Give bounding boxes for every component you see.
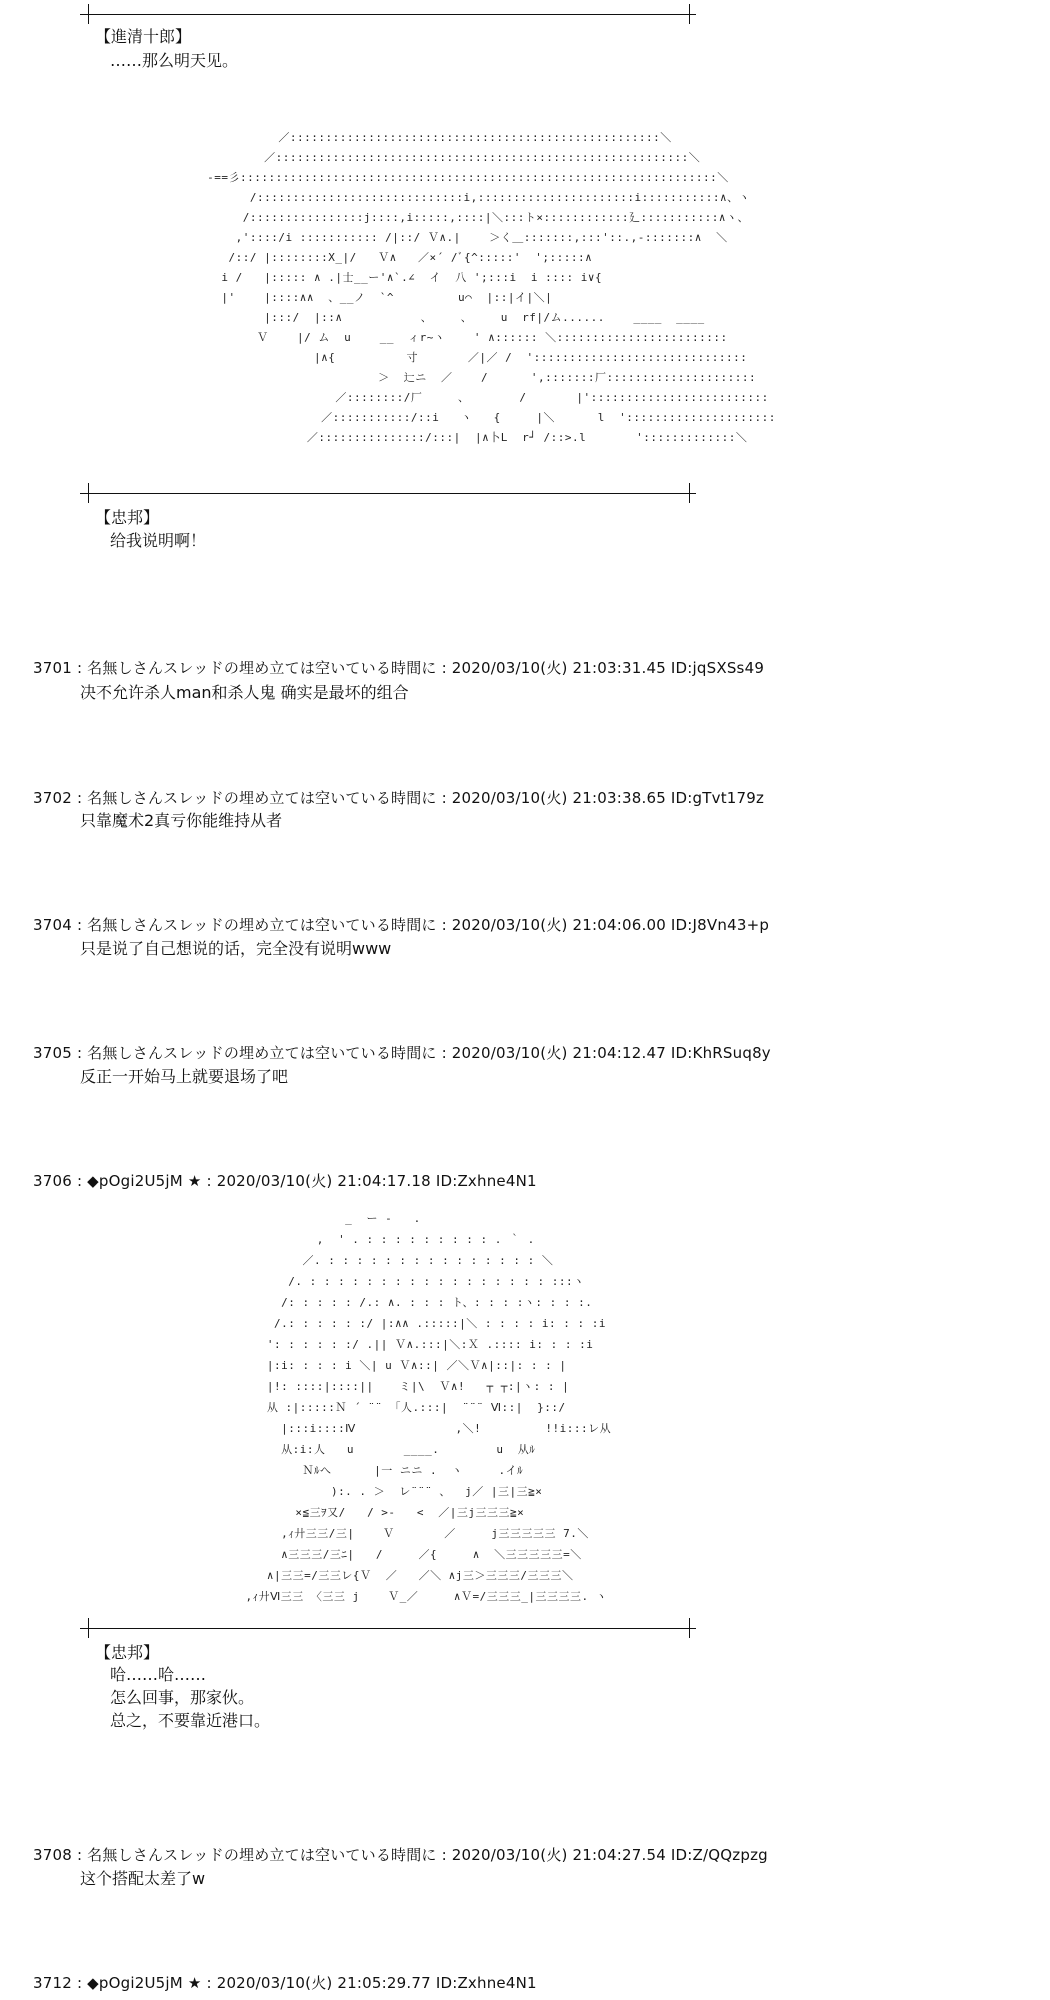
- speaker-label: 【忠邦】: [95, 508, 160, 527]
- post-header: 3702 : 名無しさんスレッドの埋め立ては空いている時間に : 2020/03/10(火) 21:03:38.65 ID:gTvt179z: [33, 789, 765, 807]
- post-body: 决不允许杀人man和杀人鬼 确实是最坏的组合: [80, 683, 409, 702]
- dialogue-line: 总之，不要靠近港口。: [110, 1711, 271, 1730]
- ascii-art-scene1: ／::::::::::::::::::::::::::::::::::::::::::::::::::::＼ ／::::::::::::::::::::::::::::::::::::::::::::::::::::::::::＼ -==彡:::::::::::::::::::::::::::::::::::::::::::::::::::::::::::::::::::＼ /:::::::::::::::::::::::::::::i,::::::::::::::::::::::i:::::::::::∧、ヽ /::::::::::::::::j::::,i:::::,::::|＼:::ト×::::::::::::廴:::::::::::∧ヽ、 ,'::::/i ::::::::::: /|::/ Ｖ∧.| ＞く＿:::::::,:::'::.,-:::::::∧ ＼ /::/ |::::::::X_|/ Ｖ∧ ／×´ /ﾞ{^:::::' ';:::::∧ i / |::::: ∧ .|士__ー'∧`.∠ イ 八 ';:::i i :::: i∨{ |' |::::∧∧ 、__ノ `^ u⌒ |::|イ|＼| |:::/ |::∧ 、 、 u rf|/ム...... ____ ____ Ｖ |/ ム u __ ィr~ヽ ' ∧:::::: ＼:::::::::::::::::::::::: |∧{ 寸 ／|／ / ':::::::::::::::::::::::::::::: ＞ 辷ニ ／ / ',:::::::厂::::::::::::::::::::: ／::::::::/厂 、 / |'::::::::::::::::::::::::: ／:::::::::::/::i ヽ { |＼ l '::::::::::::::::::::: ／:::::::::::::::/:::| |∧卜L r┘ /::>.l ':::::::::::::＼: [207, 131, 776, 444]
- speaker-label: 【忠邦】: [95, 1643, 160, 1662]
- speaker-label: 【進清十郎】: [95, 27, 192, 46]
- post-header: 3708 : 名無しさんスレッドの埋め立ては空いている時間に : 2020/03/10(火) 21:04:27.54 ID:Z/QQzpzg: [33, 1846, 768, 1864]
- post-body: 只靠魔术2真亏你能维持从者: [80, 811, 283, 830]
- dialogue-line: 怎么回事，那家伙。: [110, 1688, 255, 1707]
- post-header: 3712 : ◆pOgi2U5jM ★ : 2020/03/10(火) 21:05:29.77 ID:Zxhne4N1: [33, 1974, 537, 1992]
- post-body: 只是说了自己想说的话，完全没有说明www: [80, 939, 392, 958]
- post-header: 3705 : 名無しさんスレッドの埋め立ては空いている時間に : 2020/03/10(火) 21:04:12.47 ID:KhRSuq8y: [33, 1044, 771, 1062]
- post-header: 3706 : ◆pOgi2U5jM ★ : 2020/03/10(火) 21:04:17.18 ID:Zxhne4N1: [33, 1172, 537, 1190]
- post-body: 反正一开始马上就要退场了吧: [80, 1067, 289, 1086]
- dialogue-line: ……那么明天见。: [110, 51, 239, 70]
- post-body: 这个搭配太差了w: [80, 1869, 206, 1888]
- dialogue-line: 给我说明啊！: [110, 531, 207, 550]
- dialogue-line: 哈……哈……: [110, 1665, 207, 1684]
- ascii-art-character: _ ー ‐ . , ' . : : : : : : : : : . ｀ . ／. : : : : : : : : : : : : : : : ＼ /. : : : : : : : : : : : : : : : : : :::ヽ /: : : : : /.: ∧. : : : ト、: : : :ヽ: : : :. /.: : : : : :/ |:∧∧ .:::::|＼ : : : : i: : : :i ': : : : : :/ .|| Ｖ∧.:::|＼:Ｘ .:::: i: : : :i |:i: : : : i ＼| u Ｖ∧::| ／＼Ｖ∧|::|: : : | |!: ::::|::::|| ミ|\ Ｖ∧! ┬ ┬:|ヽ: : | 从 :|:::::Ｎ ´ ¨¨ 「人.:::| ¨¨¨ Ⅵ::| }::/ |:::i::::Ⅳ ,＼! !!i:::レ从 从:i:人 u ____. u 从ﾙ Ｎﾙへ |一 ニニ . ヽ .イﾙ ):. . ＞ レ¨¨¨ 、 j／ |三|三≧× ×≦三ｦ又/ / >- < ／|三j三三三≧× ,ｨ廾三三/三| Ｖ ／ j三三三三三 7.＼ ∧三三三/三ﾆ| / ／{ ∧ ＼三三三三三=＼ ∧|三三=/三三レ{Ｖ ／ ／＼ ∧j三＞三三三/三三三＼ ,ｨ廾Ⅵ三三 〈三三 j Ｖ_／ ∧Ｖ=/三三三_|三三三三. ヽ: [245, 1212, 612, 1603]
- post-header: 3701 : 名無しさんスレッドの埋め立ては空いている時間に : 2020/03/10(火) 21:03:31.45 ID:jqSXSs49: [33, 659, 765, 677]
- post-header: 3704 : 名無しさんスレッドの埋め立ては空いている時間に : 2020/03/10(火) 21:04:06.00 ID:J8Vn43+p: [33, 916, 770, 934]
